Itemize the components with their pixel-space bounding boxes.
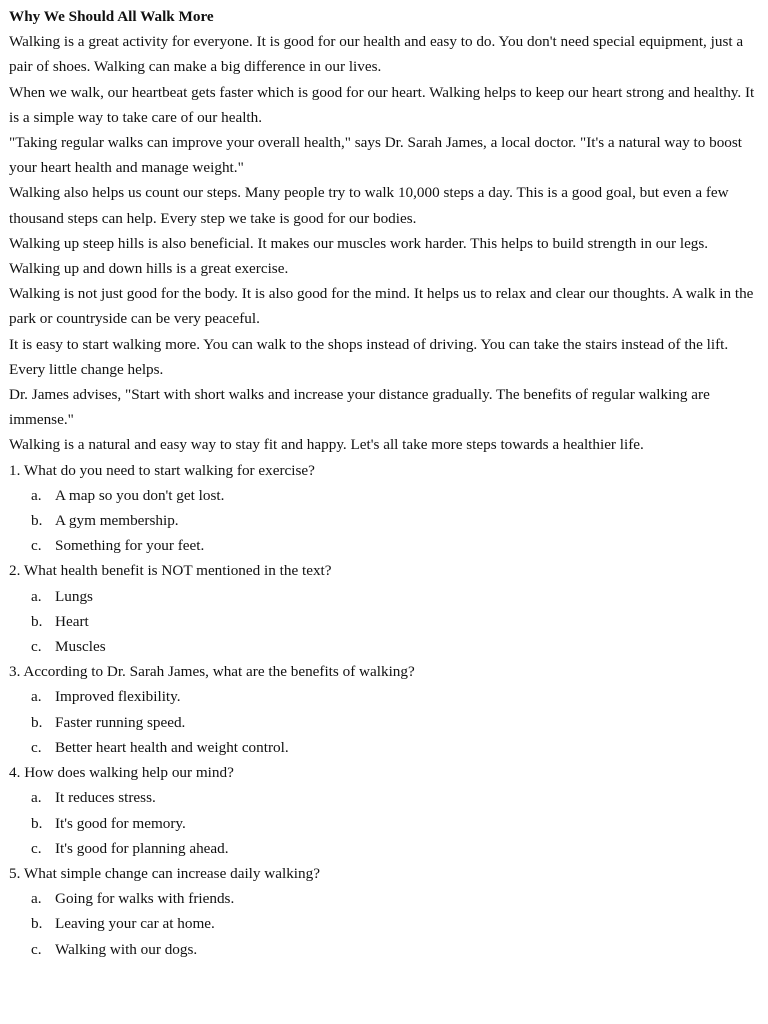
answer-options (9, 483, 759, 559)
option-text: Going for walks with friends. (55, 890, 235, 908)
option-letter: b. (31, 612, 43, 630)
option-letter: a. (31, 890, 42, 908)
answer-option[interactable] (9, 811, 759, 836)
option-letter: b. (31, 512, 43, 530)
answer-option[interactable] (9, 634, 759, 659)
question-text: 3. According to Dr. Sarah James, what are the benefits of walking? (9, 663, 415, 681)
option-text: It's good for planning ahead. (55, 839, 229, 857)
answer-option[interactable] (9, 508, 759, 533)
option-letter: c. (31, 839, 42, 857)
option-letter: b. (31, 915, 43, 933)
option-letter: c. (31, 537, 42, 555)
question-text: 5. What simple change can increase daily walking? (9, 864, 320, 882)
option-text: Heart (55, 612, 89, 630)
option-letter: b. (31, 713, 43, 731)
option-text: It's good for memory. (55, 814, 186, 832)
option-text: Muscles (55, 638, 106, 656)
paragraph-5: Walking up steep hills is also beneficial. It makes our muscles work harder. This helps to build strength in our legs. Walking up and down hills is a great exercise. (9, 234, 709, 278)
option-text: A gym membership. (55, 512, 179, 530)
paragraph-9: Walking is a natural and easy way to stay fit and happy. Let's all take more steps towards a healthier life. (9, 436, 644, 454)
answer-option[interactable] (9, 684, 759, 709)
paragraph-3: "Taking regular walks can improve your overall health," says Dr. Sarah James, a local doctor. "It's a natural way to boost your heart health and manage weight." (9, 134, 743, 177)
question-text: 2. What health benefit is NOT mentioned in the text? (9, 562, 332, 580)
option-text: Faster running speed. (55, 713, 186, 731)
answer-options (9, 684, 759, 760)
questions-section (9, 458, 759, 962)
answer-option[interactable] (9, 584, 759, 609)
paragraph-6: Walking is not just good for the body. It is also good for the mind. It helps us to relax and clear our thoughts. A walk in the park or countryside can be very peaceful. (9, 285, 754, 328)
answer-option[interactable] (9, 483, 759, 508)
option-letter: c. (31, 940, 42, 958)
question-3 (9, 659, 759, 760)
answer-option[interactable] (9, 937, 759, 962)
paragraph-2: When we walk, our heartbeat gets faster which is good for our heart. Walking helps to keep our heart strong and healthy. It is a simple way to take care of our health. (9, 83, 755, 126)
answer-option[interactable] (9, 886, 759, 911)
question-4 (9, 760, 759, 861)
option-text: Improved flexibility. (55, 688, 181, 706)
answer-option[interactable] (9, 609, 759, 634)
answer-option[interactable] (9, 710, 759, 735)
paragraph-8: Dr. James advises, "Start with short walks and increase your distance gradually. The benefits of regular walking are immense." (9, 386, 710, 429)
question-5 (9, 861, 759, 962)
paragraph-7: It is easy to start walking more. You can walk to the shops instead of driving. You can take the stairs instead of the lift. Every little change helps. (9, 335, 729, 378)
paragraph-1: Walking is a great activity for everyone. It is good for our health and easy to do. You don't need special equipment, just a pair of shoes. Walking can make a big difference in our lives. (9, 33, 744, 76)
question-text: 4. How does walking help our mind? (9, 764, 234, 782)
answer-options (9, 584, 759, 660)
article-body (9, 29, 759, 457)
option-letter: c. (31, 638, 42, 656)
answer-option[interactable] (9, 836, 759, 861)
option-letter: a. (31, 688, 42, 706)
option-text: Walking with our dogs. (55, 940, 198, 958)
option-letter: b. (31, 814, 43, 832)
question-2 (9, 558, 759, 659)
option-text: Something for your feet. (55, 537, 205, 555)
answer-option[interactable] (9, 735, 759, 760)
question-text: 1. What do you need to start walking for exercise? (9, 461, 315, 479)
option-text: Lungs (55, 587, 93, 605)
document-title: Why We Should All Walk More (9, 8, 214, 25)
question-1 (9, 458, 759, 559)
answer-options (9, 785, 759, 861)
answer-option[interactable] (9, 533, 759, 558)
option-letter: c. (31, 738, 42, 756)
option-letter: a. (31, 789, 42, 807)
option-text: Leaving your car at home. (55, 915, 215, 933)
answer-option[interactable] (9, 785, 759, 810)
option-letter: a. (31, 587, 42, 605)
paragraph-4: Walking also helps us count our steps. Many people try to walk 10,000 steps a day. This is a good goal, but even a few thousand steps can help. Every step we take is good for our bodies. (9, 184, 729, 227)
option-text: It reduces stress. (55, 789, 156, 807)
answer-option[interactable] (9, 911, 759, 936)
option-letter: a. (31, 486, 42, 504)
option-text: Better heart health and weight control. (55, 738, 289, 756)
option-text: A map so you don't get lost. (55, 486, 225, 504)
answer-options (9, 886, 759, 962)
